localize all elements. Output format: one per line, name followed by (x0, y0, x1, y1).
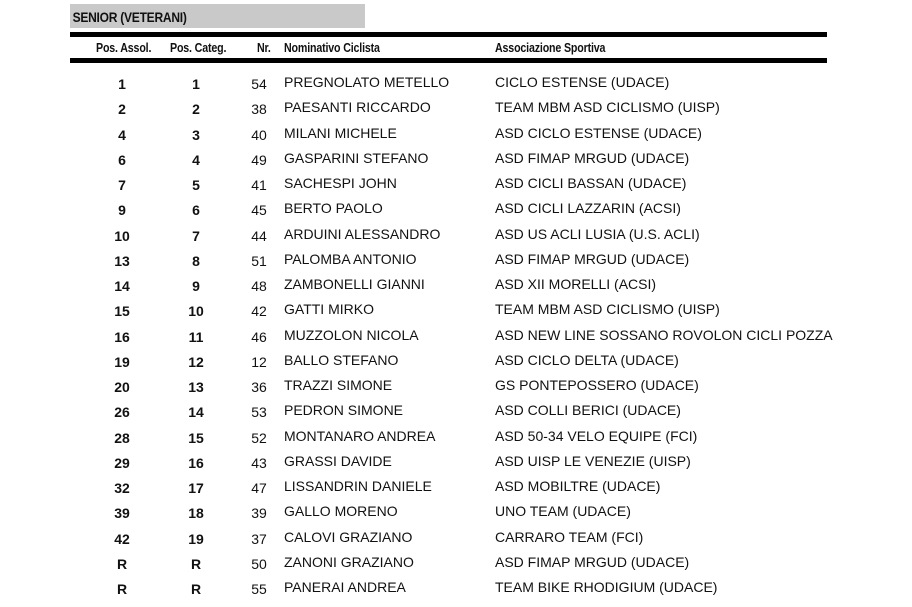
table-row (0, 196, 912, 221)
cell-pos-categ: 1 (192, 76, 200, 92)
cell-nr: 44 (251, 227, 267, 244)
cell-pos-assol: 19 (114, 353, 130, 370)
cell-associazione: CARRARO TEAM (FCI) (495, 528, 644, 545)
header-top-rule (70, 32, 827, 37)
cell-nr: 52 (251, 429, 267, 446)
cell-pos-assol: 13 (114, 252, 130, 269)
cell-associazione: TEAM BIKE RHODIGIUM (UDACE) (495, 579, 718, 595)
cell-pos-assol: 20 (114, 379, 130, 395)
cell-nr: 55 (251, 581, 267, 597)
table-row (0, 297, 912, 322)
cell-pos-assol: 14 (114, 278, 130, 294)
cell-pos-assol: 15 (114, 303, 130, 320)
cell-pos-categ: 14 (188, 404, 204, 421)
cell-nominativo: GASPARINI STEFANO (284, 149, 429, 166)
cell-pos-categ: R (190, 555, 202, 572)
cell-associazione: ASD US ACLI LUSIA (U.S. ACLI) (495, 225, 700, 242)
cell-pos-assol: R (116, 555, 128, 572)
cell-pos-categ: 3 (192, 126, 200, 143)
cell-pos-categ: 10 (188, 303, 204, 320)
cell-nr: 50 (251, 555, 267, 572)
cell-associazione: ASD FIMAP MRGUD (UDACE) (495, 250, 690, 267)
cell-associazione: ASD FIMAP MRGUD (UDACE) (495, 553, 690, 570)
cell-nr: 46 (251, 328, 267, 345)
cell-nr: 36 (251, 379, 267, 395)
cell-associazione: ASD MOBILTRE (UDACE) (495, 478, 661, 494)
cell-associazione: ASD CICLI LAZZARIN (ACSI) (495, 200, 681, 217)
cell-pos-categ: 16 (188, 454, 204, 471)
cell-pos-categ: 17 (188, 480, 204, 496)
cell-associazione: TEAM MBM ASD CICLISMO (UISP) (495, 99, 720, 116)
col-header-nr: Nr. (257, 40, 271, 55)
table-row (0, 398, 912, 423)
cell-pos-categ: R (190, 581, 202, 597)
cell-pos-assol: 16 (114, 328, 130, 345)
cell-pos-categ: 13 (188, 379, 204, 395)
table-row (0, 373, 912, 398)
table-row (0, 95, 912, 120)
cell-pos-categ: 9 (192, 278, 200, 294)
cell-nominativo: PREGNOLATO METELLO (284, 74, 450, 90)
section-title: SENIOR (VETERANI) (70, 4, 365, 28)
cell-nominativo: GRASSI DAVIDE (284, 452, 392, 469)
table-row (0, 171, 912, 196)
cell-pos-assol: 6 (118, 151, 126, 168)
cell-nominativo: GALLO MORENO (284, 503, 398, 520)
results-table (0, 70, 912, 600)
table-header (0, 39, 912, 57)
table-row (0, 474, 912, 499)
cell-nr: 37 (251, 530, 267, 547)
table-row (0, 525, 912, 550)
cell-nr: 41 (251, 177, 267, 193)
cell-nr: 54 (251, 76, 267, 92)
cell-nr: 49 (251, 151, 267, 168)
cell-nr: 39 (251, 505, 267, 522)
cell-nominativo: ARDUINI ALESSANDRO (284, 225, 441, 242)
table-row (0, 247, 912, 272)
cell-nominativo: PANERAI ANDREA (284, 579, 406, 595)
cell-pos-assol: R (116, 581, 128, 597)
cell-associazione: ASD CICLO ESTENSE (UDACE) (495, 124, 702, 141)
cell-pos-categ: 4 (192, 151, 200, 168)
cell-associazione: CICLO ESTENSE (UDACE) (495, 74, 670, 90)
cell-pos-categ: 2 (192, 101, 200, 118)
cell-nr: 53 (251, 404, 267, 421)
cell-pos-assol: 9 (118, 202, 126, 219)
table-row (0, 272, 912, 297)
table-row (0, 449, 912, 474)
cell-pos-assol: 32 (114, 480, 130, 496)
cell-pos-categ: 7 (192, 227, 200, 244)
cell-nominativo: PEDRON SIMONE (284, 402, 404, 419)
cell-nominativo: ZAMBONELLI GIANNI (284, 276, 425, 292)
cell-nr: 38 (251, 101, 267, 118)
cell-associazione: ASD FIMAP MRGUD (UDACE) (495, 149, 690, 166)
cell-pos-assol: 7 (118, 177, 126, 193)
cell-pos-categ: 11 (188, 328, 204, 345)
cell-nominativo: LISSANDRIN DANIELE (284, 478, 432, 494)
cell-nr: 48 (251, 278, 267, 294)
table-row (0, 222, 912, 247)
cell-nominativo: MILANI MICHELE (284, 124, 397, 141)
cell-pos-categ: 15 (188, 429, 204, 446)
cell-pos-categ: 18 (188, 505, 204, 522)
cell-associazione: TEAM MBM ASD CICLISMO (UISP) (495, 301, 720, 318)
cell-nominativo: ZANONI GRAZIANO (284, 553, 414, 570)
cell-pos-assol: 29 (114, 454, 130, 471)
cell-pos-categ: 5 (192, 177, 200, 193)
col-header-pos-categ: Pos. Categ. (170, 40, 227, 55)
cell-nr: 45 (251, 202, 267, 219)
cell-pos-categ: 19 (188, 530, 204, 547)
cell-associazione: GS PONTEPOSSERO (UDACE) (495, 377, 699, 393)
cell-associazione: ASD NEW LINE SOSSANO ROVOLON CICLI POZZA (495, 326, 833, 343)
cell-nr: 42 (251, 303, 267, 320)
table-row (0, 575, 912, 600)
cell-nominativo: SACHESPI JOHN (284, 175, 397, 191)
table-row (0, 323, 912, 348)
table-row (0, 499, 912, 524)
col-header-associazione: Associazione Sportiva (495, 40, 606, 55)
cell-nominativo: CALOVI GRAZIANO (284, 528, 413, 545)
table-row (0, 146, 912, 171)
cell-nominativo: BERTO PAOLO (284, 200, 383, 217)
cell-nominativo: TRAZZI SIMONE (284, 377, 393, 393)
cell-associazione: ASD XII MORELLI (ACSI) (495, 276, 657, 292)
cell-nominativo: BALLO STEFANO (284, 351, 399, 368)
cell-associazione: ASD 50-34 VELO EQUIPE (FCI) (495, 427, 698, 444)
cell-pos-categ: 8 (192, 252, 200, 269)
cell-nr: 43 (251, 454, 267, 471)
cell-associazione: ASD CICLI BASSAN (UDACE) (495, 175, 687, 191)
cell-nominativo: GATTI MIRKO (284, 301, 374, 318)
cell-pos-assol: 28 (114, 429, 130, 446)
cell-pos-assol: 26 (114, 404, 130, 421)
cell-pos-assol: 2 (118, 101, 126, 118)
cell-nominativo: PAESANTI RICCARDO (284, 99, 431, 116)
cell-nominativo: PALOMBA ANTONIO (284, 250, 417, 267)
table-row (0, 121, 912, 146)
cell-nr: 47 (251, 480, 267, 496)
header-bottom-rule (70, 58, 827, 63)
cell-pos-categ: 6 (192, 202, 200, 219)
cell-nominativo: MONTANARO ANDREA (284, 427, 436, 444)
cell-associazione: ASD UISP LE VENEZIE (UISP) (495, 452, 691, 469)
cell-associazione: UNO TEAM (UDACE) (495, 503, 631, 520)
cell-pos-assol: 4 (118, 126, 126, 143)
cell-nr: 51 (251, 252, 267, 269)
cell-pos-categ: 12 (188, 353, 204, 370)
table-row (0, 424, 912, 449)
col-header-pos-assol: Pos. Assol. (96, 40, 152, 55)
cell-pos-assol: 39 (114, 505, 130, 522)
cell-pos-assol: 1 (118, 76, 126, 92)
col-header-nominativo: Nominativo Ciclista (284, 40, 380, 55)
cell-nr: 12 (251, 353, 267, 370)
cell-pos-assol: 10 (114, 227, 130, 244)
table-row (0, 70, 912, 95)
cell-nr: 40 (251, 126, 267, 143)
table-row (0, 348, 912, 373)
cell-nominativo: MUZZOLON NICOLA (284, 326, 419, 343)
cell-pos-assol: 42 (114, 530, 130, 547)
cell-associazione: ASD COLLI BERICI (UDACE) (495, 402, 681, 419)
cell-associazione: ASD CICLO DELTA (UDACE) (495, 351, 679, 368)
table-row (0, 550, 912, 575)
